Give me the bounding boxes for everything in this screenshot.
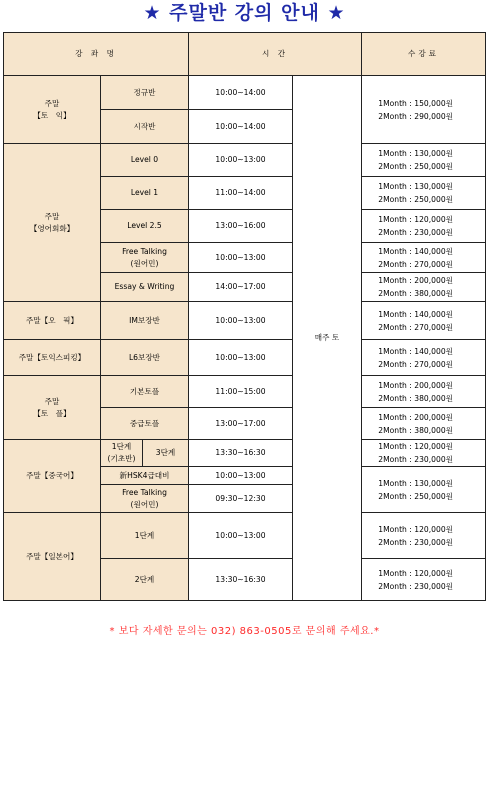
- course-name: IM보장반: [101, 302, 189, 340]
- header-row: [4, 33, 486, 76]
- fee-cell: 1Month : 130,000원 2Month : 250,000원: [362, 177, 486, 210]
- contact-note: * 보다 자세한 문의는 032) 863-0505로 문의해 주세요.*: [109, 626, 380, 637]
- fee-cell: 1Month : 200,000원 2Month : 380,000원: [362, 273, 486, 302]
- course-time: 10:00~13:00: [189, 243, 293, 273]
- fee-cell: 1Month : 200,000원 2Month : 380,000원: [362, 408, 486, 440]
- fee-cell: 1Month : 140,000원 2Month : 270,000원: [362, 243, 486, 273]
- course-name: Level 2.5: [101, 210, 189, 243]
- fee-cell: 1Month : 130,000원 2Month : 250,000원: [362, 467, 486, 513]
- table-row: [4, 376, 486, 408]
- fee-cell: 1Month : 120,000원 2Month : 230,000원: [362, 210, 486, 243]
- table-row: [4, 340, 486, 376]
- course-time: 09:30~12:30: [189, 485, 293, 513]
- course-time: 11:00~15:00: [189, 376, 293, 408]
- course-name: Free Talking (원어민): [101, 485, 189, 513]
- table-row: [4, 144, 486, 177]
- course-time: 10:00~13:00: [189, 302, 293, 340]
- course-name: 3단계: [143, 440, 189, 467]
- table-row: [4, 440, 486, 467]
- course-time: 13:30~16:30: [189, 559, 293, 601]
- course-time: 11:00~14:00: [189, 177, 293, 210]
- course-name: Level 1: [101, 177, 189, 210]
- group-chinese: 주말【중국어】: [4, 440, 101, 513]
- fee-cell: 1Month : 120,000원 2Month : 230,000원: [362, 440, 486, 467]
- course-name: Free Talking (원어민): [101, 243, 189, 273]
- course-time: 13:00~16:00: [189, 210, 293, 243]
- course-name: 시작반: [101, 110, 189, 144]
- fee-cell: 1Month : 140,000원 2Month : 270,000원: [362, 302, 486, 340]
- course-name: 新HSK4급대비: [101, 467, 189, 485]
- table-row: [4, 513, 486, 559]
- header-fee: 수강료: [362, 33, 486, 76]
- course-name: 정규반: [101, 76, 189, 110]
- course-name: 2단계: [101, 559, 189, 601]
- group-speaking: 주말【토익스피킹】: [4, 340, 101, 376]
- group-english: 주말 【영어회화】: [4, 144, 101, 302]
- course-name: L6보장반: [101, 340, 189, 376]
- table-row: [4, 76, 486, 110]
- header-time: 시 간: [189, 33, 362, 76]
- fee-cell: 1Month : 120,000원 2Month : 230,000원: [362, 513, 486, 559]
- group-toefl: 주말 【토 플】: [4, 376, 101, 440]
- course-name: 중급토플: [101, 408, 189, 440]
- course-time: 14:00~17:00: [189, 273, 293, 302]
- fee-cell: 1Month : 200,000원 2Month : 380,000원: [362, 376, 486, 408]
- course-name: Level 0: [101, 144, 189, 177]
- fee-cell: 1Month : 120,000원 2Month : 230,000원: [362, 559, 486, 601]
- schedule-table: [3, 32, 486, 601]
- page-title: ★ 주말반 강의 안내 ★: [143, 2, 346, 24]
- course-time: 10:00~13:00: [189, 467, 293, 485]
- course-time: 10:00~13:00: [189, 340, 293, 376]
- fee-cell: 1Month : 130,000원 2Month : 250,000원: [362, 144, 486, 177]
- course-time: 13:00~17:00: [189, 408, 293, 440]
- course-time: 13:30~16:30: [189, 440, 293, 467]
- course-time: 10:00~13:00: [189, 513, 293, 559]
- course-time: 10:00~14:00: [189, 76, 293, 110]
- fee-cell: 1Month : 140,000원 2Month : 270,000원: [362, 340, 486, 376]
- course-time: 10:00~14:00: [189, 110, 293, 144]
- fee-cell: 1Month : 150,000원 2Month : 290,000원: [362, 76, 486, 144]
- course-name: 1단계: [101, 513, 189, 559]
- day-cell: 매주 토: [293, 76, 362, 601]
- group-opic: 주말【오 픽】: [4, 302, 101, 340]
- course-time: 10:00~13:00: [189, 144, 293, 177]
- group-toeic: 주말 【토 익】: [4, 76, 101, 144]
- course-name: Essay & Writing: [101, 273, 189, 302]
- header-course: 강 좌 명: [4, 33, 189, 76]
- table-row: [4, 302, 486, 340]
- course-name: 기본토플: [101, 376, 189, 408]
- course-name: 1단계 (기초반): [101, 440, 143, 467]
- group-japanese: 주말【일본어】: [4, 513, 101, 601]
